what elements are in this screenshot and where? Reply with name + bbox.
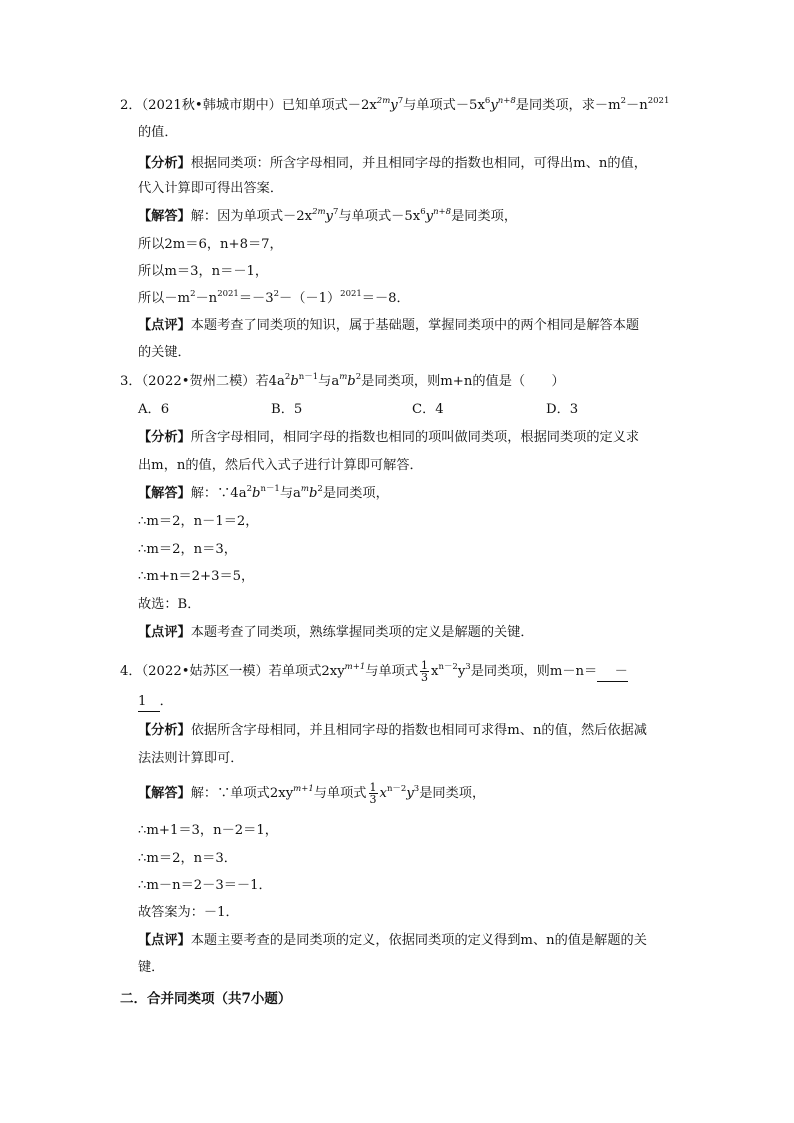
q3-sol-2: ∴m＝2，n－1＝2， (138, 514, 259, 529)
q4-sol-3: ∴m＝2，n＝3． (138, 851, 237, 866)
fraction-one-third-2: $\frac{1}{3}$ (369, 781, 377, 806)
section-heading: 二．合并同类项（共7小题） (120, 991, 292, 1007)
q3-choices (138, 401, 578, 419)
q2-solution: 【解答】解：因为单项式$-2x^{2m}y^7$与单项式$-5x^6y^{n+8}$是同类项， (138, 207, 518, 224)
q2-comment: 【点评】本题考查了同类项的知识，属于基础题，掌握同类项中的两个相同是解答本题 (138, 318, 640, 333)
answer-blank-2: 1 (138, 693, 160, 712)
choice-d: D．3 (546, 402, 579, 417)
q4-stem-2: 1 ． (138, 693, 173, 712)
q3-stem: 3．（2022•贺州二模）若$4a^2b^{n-1}$与$a^mb^2$是同类项，则m+n的值是（ ） (120, 372, 565, 389)
q3-sol-4: ∴m+n＝2+3＝5， (138, 569, 255, 584)
q3-analysis-2: 出m，n的值，然后代入式子进行计算即可解答． (138, 458, 423, 473)
fraction-one-third: $\frac{1}{3}$ (421, 659, 429, 684)
choice-c: C．4 (412, 402, 444, 417)
q3-sol-3: ∴m＝2，n＝3， (138, 542, 237, 557)
q3-sol-5: 故选：B． (138, 597, 201, 612)
q2-analysis-2: 代入计算即可得出答案． (138, 181, 284, 196)
q3-solution: 【解答】解：$\because 4a^2b^{n-1}$与$a^mb^2$是同类项， (138, 484, 389, 501)
choice-a: A．6 (138, 402, 170, 417)
q2-comment-2: 的关键． (138, 345, 191, 360)
q2-sol-3: 所以m＝3，n＝－1， (138, 264, 269, 279)
q4-stem: 4．（2022•姑苏区一模）若单项式$2xy^{m+1}$与单项式 $\frac{1}{3}$ $x^{n-2}y^3$是同类项，则m－n＝ － (120, 659, 628, 684)
q4-analysis: 【分析】依据所含字母相同，并且相同字母的指数也相同可求得m、n的值，然后依据减 (138, 723, 647, 738)
q4-solution: 【解答】解：∵单项式$2xy^{m+1}$与单项式 $\frac{1}{3}$ $x^{n-2}y^3$是同类项， (138, 781, 486, 806)
q2-stem-end: 的值． (138, 125, 178, 140)
q2-stem: 2．（2021秋•韩城市期中）已知单项式$-2x^{2m}y^7$与单项式$-5x^6y^{n+8}$是同类项，求$-m^2-n^{2021}$ (120, 96, 670, 113)
q4-analysis-2: 法法则计算即可． (138, 751, 244, 766)
choice-b: B．5 (271, 402, 303, 417)
q2-analysis: 【分析】根据同类项：所含字母相同，并且相同字母的指数也相同，可得出m、n的值， (138, 156, 647, 171)
answer-blank: － (597, 663, 628, 682)
q2-sol-4: 所以$-m^2-n^{2021}=-3^2-(-1)^{2021}=-8$． (138, 289, 410, 306)
q2-sol-2: 所以2m＝6，n+8＝7， (138, 237, 283, 252)
q4-sol-2: ∴m+1＝3，n－2＝1， (138, 823, 278, 838)
q4-sol-4: ∴m－n＝2－3＝－1． (138, 878, 272, 893)
q4-sol-5: 故答案为：－1． (138, 905, 239, 920)
q3-comment: 【点评】本题考查了同类项，熟练掌握同类项的定义是解题的关键． (138, 625, 534, 640)
q3-analysis: 【分析】所含字母相同，相同字母的指数也相同的项叫做同类项，根据同类项的定义求 (138, 430, 640, 445)
q4-comment-2: 键． (138, 960, 165, 975)
q4-comment: 【点评】本题主要考查的是同类项的定义，依据同类项的定义得到m、n的值是解题的关 (138, 933, 647, 948)
